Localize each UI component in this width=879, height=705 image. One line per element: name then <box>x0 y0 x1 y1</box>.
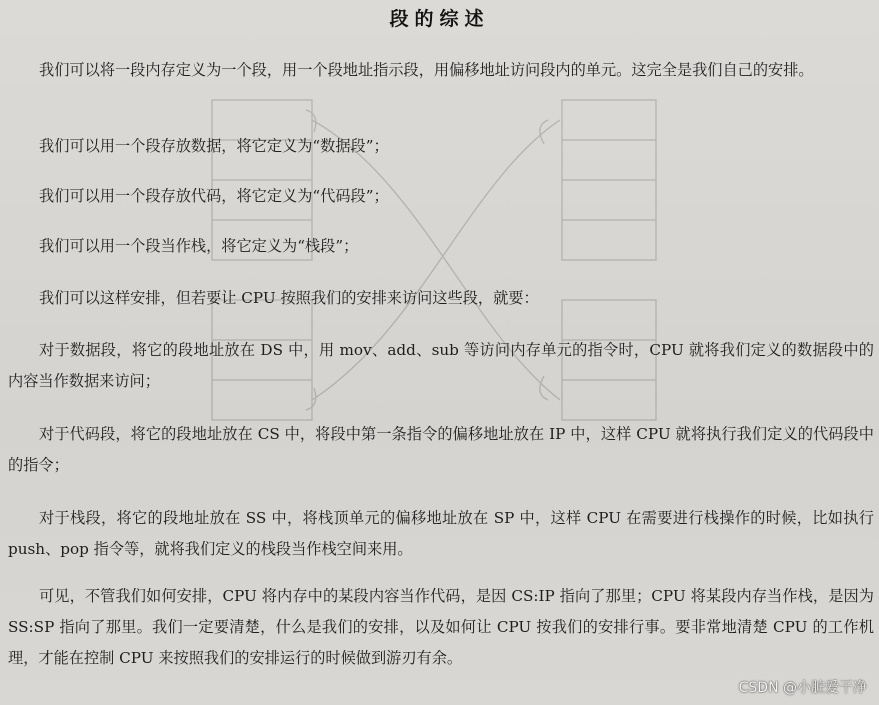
csdn-watermark: CSDN @小脏爱干净 <box>738 680 867 696</box>
paragraph-segment-definition: 我们可以将一段内存定义为一个段，用一个段地址指示段，用偏移地址访问段内的单元。这完全是我们自己的安排。 <box>39 61 814 79</box>
paragraph-code-segment: 我们可以用一个段存放代码，将它定义为“代码段”； <box>39 187 389 205</box>
paragraph-ss-sp-usage: 对于栈段，将它的段地址放在 SS 中，将栈顶单元的偏移地址放在 SP 中，这样 CPU 在需要进行栈操作的时候，比如执行 push、pop 指令等，就将我们定义的栈段当作栈空间来用。 <box>8 509 874 558</box>
paragraph-arrangement-intro: 我们可以这样安排，但若要让 CPU 按照我们的安排来访问这些段，就要： <box>39 289 539 307</box>
paragraph-cs-ip-usage: 对于代码段，将它的段地址放在 CS 中，将段中第一条指令的偏移地址放在 IP 中，这样 CPU 就将执行我们定义的代码段中的指令； <box>8 425 874 474</box>
page-title: 段的综述 <box>389 8 490 30</box>
paragraph-ds-usage: 对于数据段，将它的段地址放在 DS 中，用 mov、add、sub 等访问内存单元的指令时，CPU 就将我们定义的数据段中的内容当作数据来访问； <box>8 341 874 390</box>
paragraph-data-segment: 我们可以用一个段存放数据，将它定义为“数据段”； <box>39 137 389 155</box>
paragraph-conclusion: 可见，不管我们如何安排，CPU 将内存中的某段内容当作代码，是因 CS:IP 指向了那里；CPU 将某段内存当作栈，是因为 SS:SP 指向了那里。我们一定要清楚，什么是我们的安排，以及如何让 CPU 按我们的安排行事。要非常地清楚 CPU 的工作机理，才能在控制 CPU 来按照我们的安排运行的时候做到游刃有余。 <box>8 587 874 667</box>
paragraph-stack-segment: 我们可以用一个段当作栈，将它定义为“栈段”； <box>39 237 359 255</box>
